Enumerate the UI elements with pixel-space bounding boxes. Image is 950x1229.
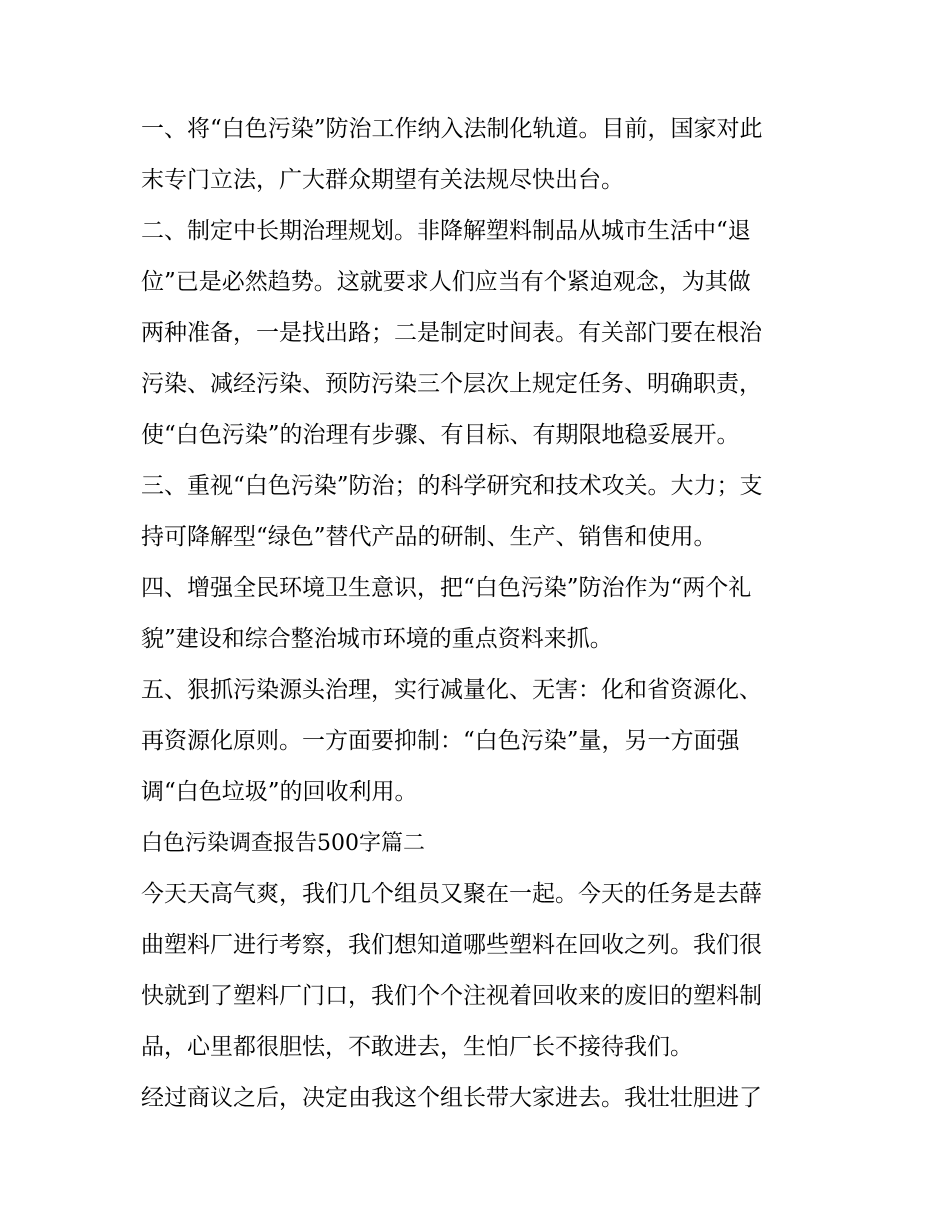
text-line-19: 品，心里都很胆怯，不敢进去，生怕厂长不接待我们。 [141, 1034, 693, 1060]
text-line-4: 位”已是必然趋势。这就要求人们应当有个紧迫观念，为其做 [141, 269, 751, 295]
text-line-17: 曲塑料厂进行考察，我们想知道哪些塑料在回收之列。我们很 [141, 932, 762, 958]
text-line-9: 持可降解型“绿色”替代产品的研制、生产、销售和使用。 [141, 524, 717, 550]
text-line-1: 一、将“白色污染”防治工作纳入法制化轨道。目前，国家对此 [141, 116, 763, 142]
text-line-3: 二、制定中长期治理规划。非降解塑料制品从城市生活中“退 [141, 218, 751, 244]
text-line-8: 三、重视“白色污染”防治；的科学研究和技术攻关。大力；支 [141, 473, 763, 499]
text-line-13: 再资源化原则。一方面要抑制：“白色污染”量，另一方面强 [141, 728, 740, 754]
section-heading: 白色污染调查报告500字篇二 [141, 831, 425, 856]
text-line-5: 两种准备，一是找出路；二是制定时间表。有关部门要在根治 [141, 320, 762, 346]
text-line-20: 经过商议之后，决定由我这个组长带大家进去。我壮壮胆进了 [141, 1085, 762, 1111]
text-line-18: 快就到了塑料厂门口，我们个个注视着回收来的废旧的塑料制 [141, 983, 762, 1009]
text-line-11: 貌”建设和综合整治城市环境的重点资料来抓。 [141, 626, 613, 652]
text-line-16: 今天天高气爽，我们几个组员又聚在一起。今天的任务是去薛 [141, 881, 762, 907]
document-body [141, 104, 821, 1124]
text-line-14: 调“白色垃圾”的回收利用。 [141, 779, 418, 805]
text-line-10: 四、增强全民环境卫生意识，把“白色污染”防治作为“两个礼 [141, 575, 752, 601]
text-line-6: 污染、减经污染、预防污染三个层次上规定任务、明确职责， [141, 371, 762, 397]
text-line-12: 五、狠抓污染源头治理，实行减量化、无害：化和省资源化、 [141, 677, 762, 703]
text-line-2: 末专门立法，广大群众期望有关法规尽快出台。 [141, 167, 624, 193]
text-line-7: 使“白色污染”的治理有步骤、有目标、有期限地稳妥展开。 [141, 422, 740, 448]
